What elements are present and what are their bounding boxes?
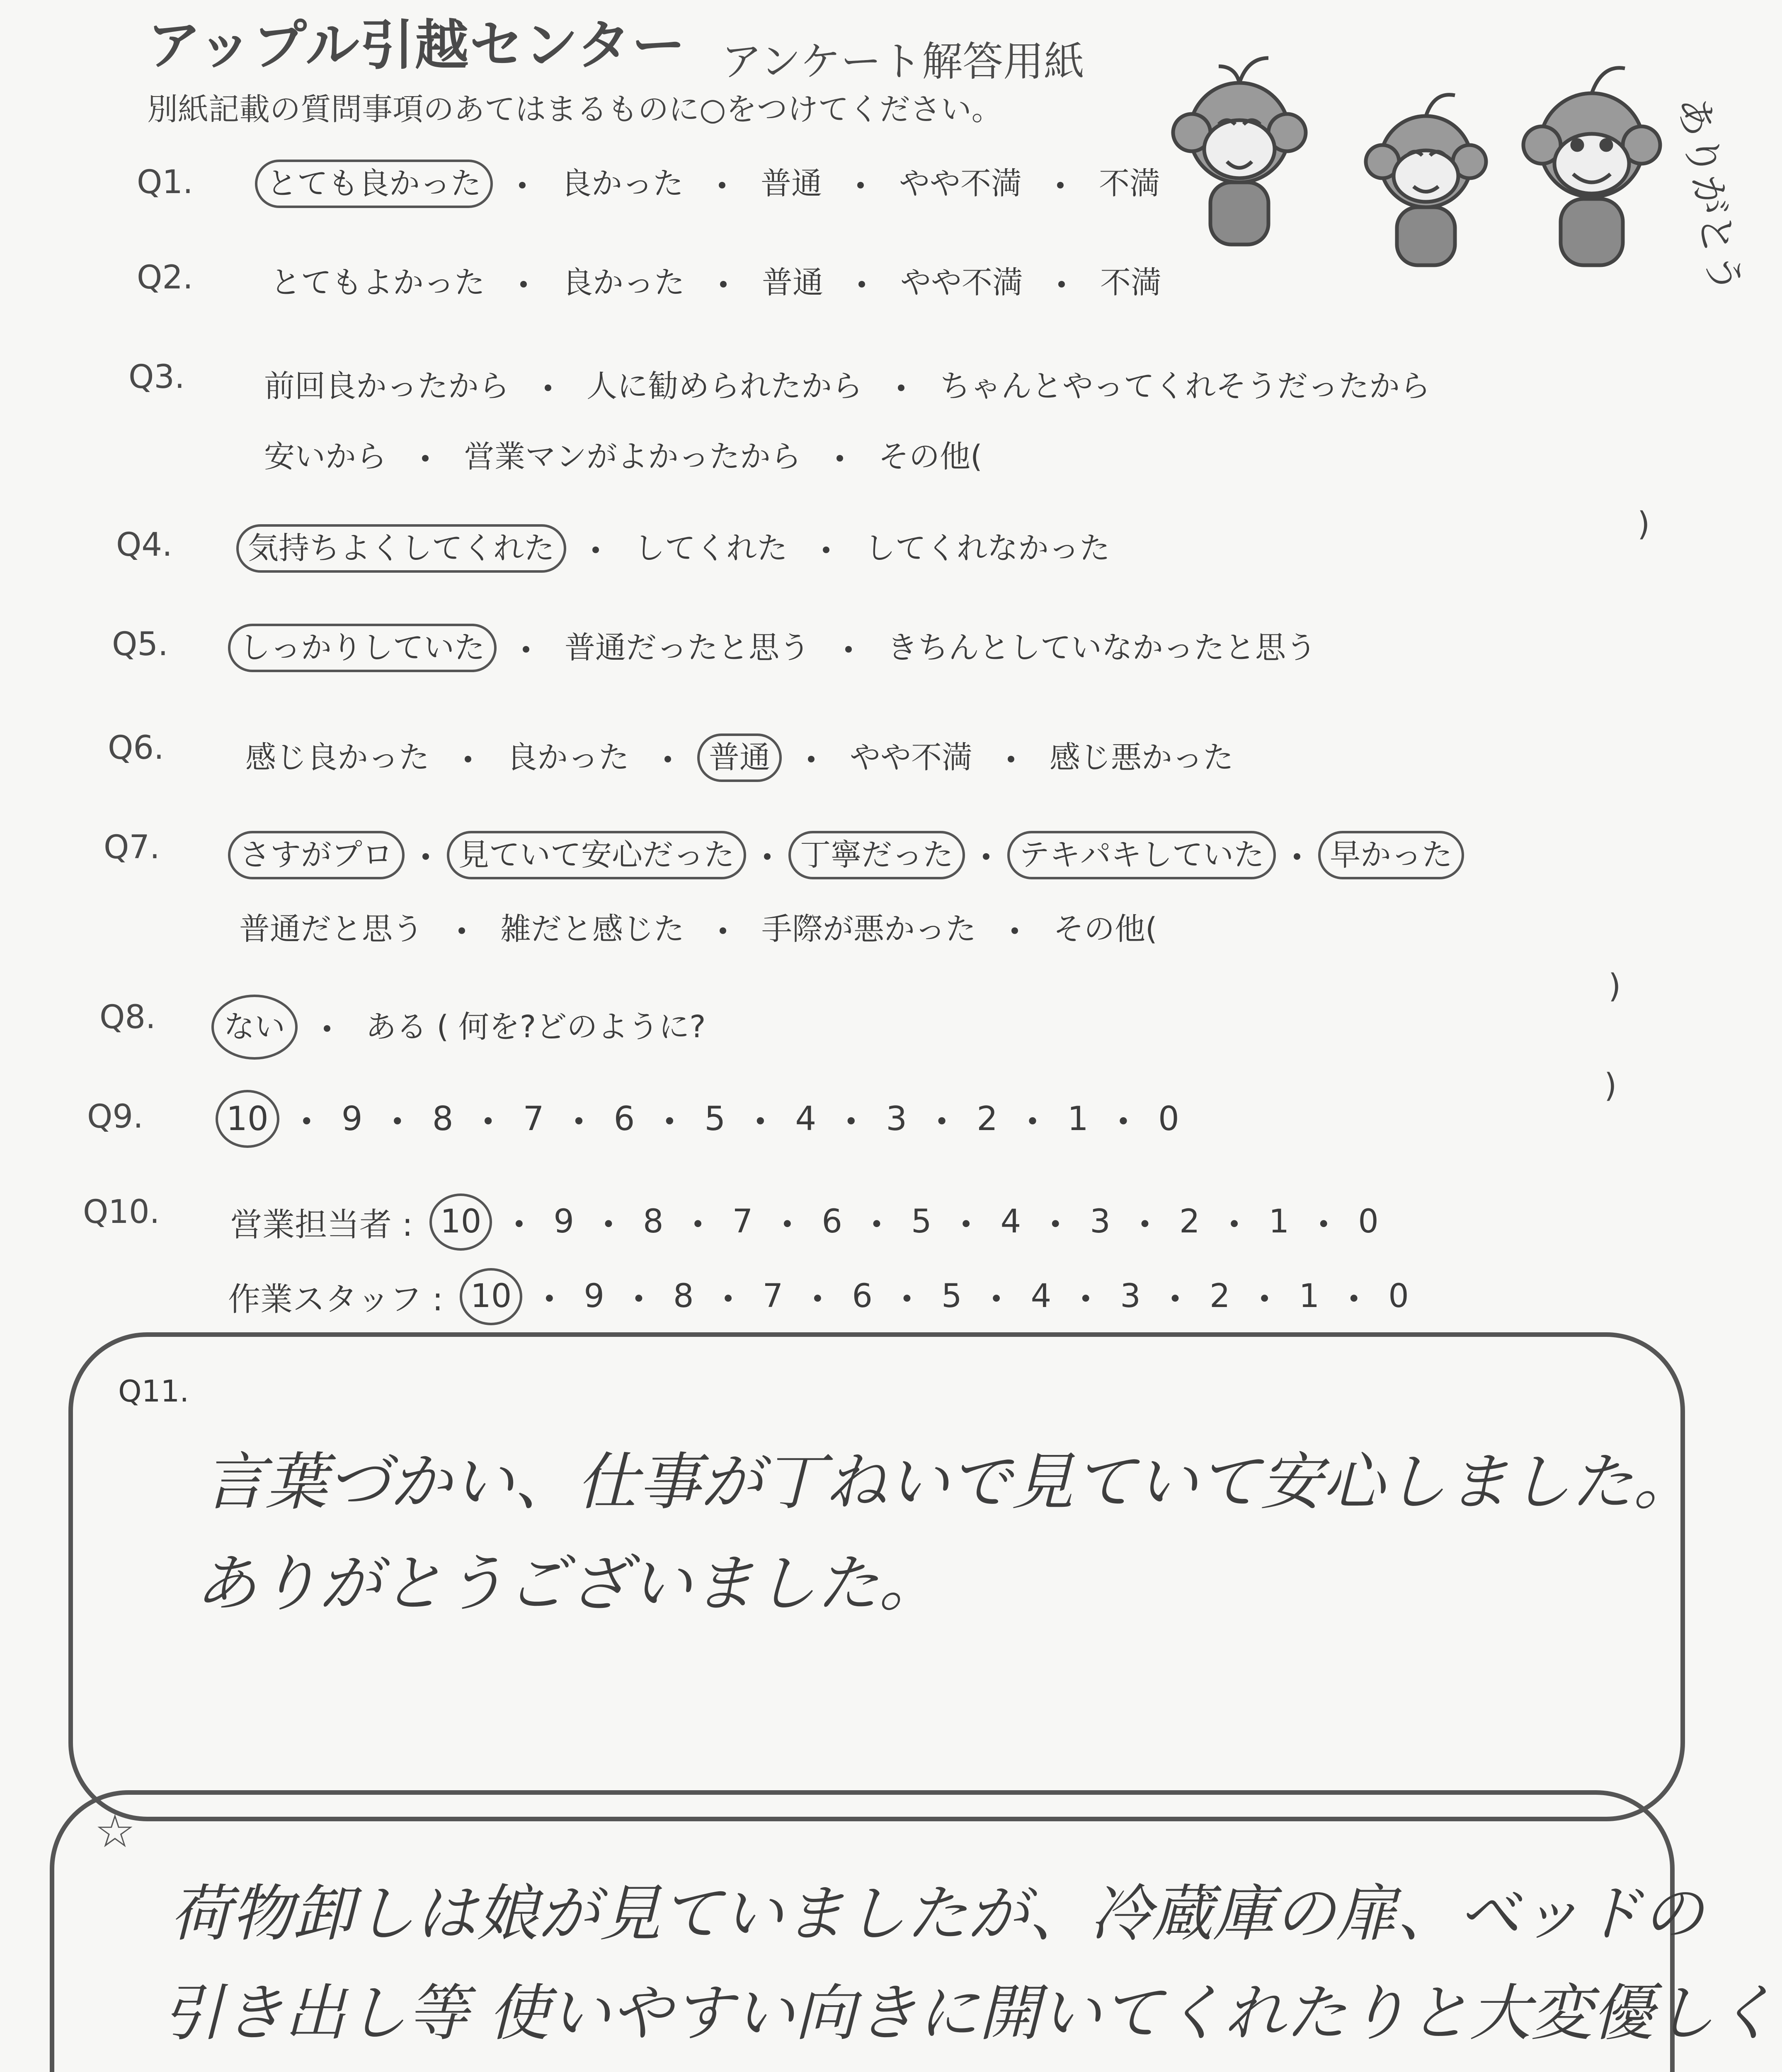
q4-number: Q4. — [116, 526, 172, 564]
q10-sales-label: 営業担当者 : — [230, 1206, 413, 1244]
q9-score[interactable]: 4 — [795, 1099, 817, 1138]
q7-option-selected[interactable]: 見ていて安心だった — [447, 831, 746, 879]
q1-option-selected[interactable]: とても良かった — [255, 160, 493, 208]
q3-close-paren: ) — [1637, 506, 1650, 543]
q6-option[interactable]: やや不満 — [850, 740, 972, 775]
q10-staff-score[interactable]: 7 — [762, 1278, 783, 1315]
q7-option-selected[interactable]: 丁寧だった — [788, 831, 965, 879]
q7-option-selected[interactable]: 早かった — [1318, 831, 1464, 879]
q11-answer-line: ありがとうございました。 — [195, 1548, 941, 1620]
q10-sales-score[interactable]: 3 — [1090, 1203, 1110, 1240]
q9-score[interactable]: 3 — [886, 1099, 907, 1138]
q8-option[interactable]: ある ( 何を?どのように? — [366, 1009, 706, 1045]
q2-option[interactable]: とてもよかった — [270, 265, 485, 301]
q7-option[interactable]: 雑だと感じた — [500, 911, 684, 947]
q1-option[interactable]: 良かった — [561, 166, 684, 201]
q10-sales-score[interactable]: 0 — [1358, 1203, 1379, 1240]
q6-option[interactable]: 良かった — [507, 740, 629, 775]
q9-score-selected[interactable]: 10 — [216, 1090, 279, 1148]
q10-staff-score-selected[interactable]: 10 — [460, 1268, 522, 1325]
q7-options-line2: 普通だと思う ・ 雑だと感じた ・ 手際が悪かった ・ その他( — [230, 908, 1166, 951]
q9-score[interactable]: 7 — [523, 1099, 544, 1138]
q5-number: Q5. — [112, 626, 168, 663]
q10-sales-score[interactable]: 6 — [822, 1203, 842, 1240]
q7-option[interactable]: 普通だと思う — [239, 911, 423, 947]
q2-number: Q2. — [137, 259, 193, 296]
q10-number: Q10. — [83, 1193, 160, 1231]
q10-staff-score[interactable]: 6 — [852, 1278, 873, 1315]
q10-staff-score[interactable]: 3 — [1120, 1278, 1141, 1315]
q8-close-paren: ) — [1604, 1067, 1617, 1104]
q3-option[interactable]: 安いから — [264, 439, 387, 475]
q3-option-other[interactable]: その他( — [878, 439, 982, 475]
q10-staff-score[interactable]: 2 — [1209, 1278, 1230, 1315]
q4-options: 気持ちよくしてくれた ・ してくれた ・ してくれなかった — [236, 524, 1119, 573]
q10-sales-score[interactable]: 5 — [911, 1203, 932, 1240]
q10-sales-score-selected[interactable]: 10 — [429, 1193, 492, 1251]
q9-scale: 10 ・ 9 ・ 8 ・ 7 ・ 6 ・ 5 ・ 4 ・ 3 ・ 2 ・ 1 ・ 0 — [216, 1090, 1187, 1148]
q10-staff-score[interactable]: 5 — [941, 1278, 962, 1315]
q7-number: Q7. — [104, 829, 160, 866]
comment-line: 引き出し等 使いやすい向きに開いてくれたりと大変優しく — [162, 1978, 1777, 2049]
q5-option[interactable]: 普通だったと思う — [565, 630, 810, 666]
q6-option[interactable]: 感じ悪かった — [1050, 740, 1234, 775]
q11-number: Q11. — [118, 1374, 189, 1409]
q9-score[interactable]: 8 — [432, 1099, 453, 1138]
q9-score[interactable]: 9 — [341, 1099, 363, 1138]
q5-option-selected[interactable]: しっかりしていた — [228, 624, 497, 672]
q3-option[interactable]: 営業マンがよかったから — [464, 439, 801, 475]
q2-option[interactable]: 不満 — [1100, 265, 1161, 301]
q10-sales-score[interactable]: 2 — [1179, 1203, 1200, 1240]
q3-number: Q3. — [128, 358, 185, 396]
q10-sales-score[interactable]: 8 — [643, 1203, 664, 1240]
q6-option[interactable]: 感じ良かった — [245, 740, 429, 775]
q9-number: Q9. — [87, 1098, 143, 1135]
q7-options-line1: さすがプロ ・ 見ていて安心だった ・ 丁寧だった ・ テキパキしていた ・ 早かった — [228, 831, 1464, 879]
q2-option[interactable]: 普通 — [762, 265, 823, 301]
q10-staff-label: 作業スタッフ : — [228, 1280, 444, 1318]
q3-option[interactable]: 人に勧められたから — [587, 368, 863, 404]
q10-staff-row: 作業スタッフ : 10 ・ 9 ・ 8 ・ 7 ・ 6 ・ 5 ・ 4 ・ 3 ・ 2 ・ 1 ・ 0 — [228, 1268, 1416, 1325]
q9-score[interactable]: 0 — [1158, 1099, 1179, 1138]
q1-number: Q1. — [137, 164, 193, 201]
q10-sales-score[interactable]: 7 — [732, 1203, 753, 1240]
q1-options: とても良かった ・ 良かった ・ 普通 ・ やや不満 ・ 不満 — [255, 160, 1169, 208]
q4-option[interactable]: してくれなかった — [865, 530, 1110, 566]
q9-score[interactable]: 1 — [1067, 1099, 1089, 1138]
q2-option[interactable]: 良かった — [562, 265, 685, 301]
q5-options: しっかりしていた ・ 普通だったと思う ・ きちんとしていなかったと思う — [228, 624, 1326, 672]
q5-option[interactable]: きちんとしていなかったと思う — [887, 630, 1316, 666]
q7-close-paren: ) — [1608, 968, 1621, 1005]
mascot-caption: ありがとう — [1669, 93, 1750, 297]
q7-option-selected[interactable]: さすがプロ — [228, 831, 405, 879]
q3-options-line1: 前回良かったから ・ 人に勧められたから ・ ちゃんとやってくれそうだったから — [255, 365, 1440, 409]
q1-option[interactable]: 不満 — [1099, 166, 1160, 201]
q3-option[interactable]: ちゃんとやってくれそうだったから — [940, 368, 1430, 404]
q7-option[interactable]: 手際が悪かった — [761, 911, 976, 947]
mascot-illustration — [1152, 50, 1750, 307]
q7-option-selected[interactable]: テキパキしていた — [1007, 831, 1276, 879]
form-title: アップル引越センター — [147, 14, 686, 77]
form-subtitle: アンケート解答用紙 — [721, 38, 1085, 85]
q3-option[interactable]: 前回良かったから — [264, 368, 509, 404]
q10-staff-score[interactable]: 4 — [1030, 1278, 1052, 1315]
q10-staff-score[interactable]: 1 — [1299, 1278, 1320, 1315]
comment-line: 荷物卸しは娘が見ていましたが、冷蔵庫の扉、ベッドの — [170, 1878, 1704, 1949]
q1-option[interactable]: 普通 — [761, 166, 822, 201]
q10-sales-score[interactable]: 1 — [1268, 1203, 1290, 1240]
q10-staff-score[interactable]: 8 — [673, 1278, 694, 1315]
q9-score[interactable]: 5 — [704, 1099, 726, 1138]
q4-option-selected[interactable]: 気持ちよくしてくれた — [236, 524, 566, 573]
q9-score[interactable]: 2 — [977, 1099, 998, 1138]
q7-option-other[interactable]: その他( — [1053, 911, 1157, 947]
form-instruction: 別紙記載の質問事項のあてはまるものに○をつけてください。 — [147, 92, 1002, 127]
q2-options: とてもよかった ・ 良かった ・ 普通 ・ やや不満 ・ 不満 — [261, 261, 1171, 305]
comment-line — [153, 2062, 1621, 2072]
star-icon: ☆ — [95, 1805, 136, 1858]
q10-staff-score[interactable]: 0 — [1388, 1278, 1409, 1315]
q9-score[interactable]: 6 — [613, 1099, 635, 1138]
q11-answer-line: 言葉づかい、仕事が丁ねいで見ていて安心しました。 — [203, 1446, 1696, 1518]
q8-number: Q8. — [99, 999, 156, 1036]
q4-option[interactable]: してくれた — [634, 530, 788, 566]
q1-option[interactable]: やや不満 — [899, 166, 1022, 201]
q3-options-line2: 安いから ・ 営業マンがよかったから ・ その他( — [255, 435, 992, 479]
q6-number: Q6. — [108, 729, 164, 767]
q10-sales-row: 営業担当者 : 10 ・ 9 ・ 8 ・ 7 ・ 6 ・ 5 ・ 4 ・ 3 ・ 2 ・ 1 ・ 0 — [230, 1193, 1386, 1251]
q8-options: ない ・ ある ( 何を?どのように? — [211, 995, 715, 1060]
q10-sales-score[interactable]: 4 — [1000, 1203, 1021, 1240]
q10-sales-score[interactable]: 9 — [553, 1203, 574, 1240]
q6-options: 感じ良かった ・ 良かった ・ 普通 ・ やや不満 ・ 感じ悪かった — [236, 733, 1243, 782]
q6-option-selected[interactable]: 普通 — [697, 733, 782, 782]
q10-staff-score[interactable]: 9 — [584, 1278, 604, 1315]
q8-option-selected[interactable]: ない — [211, 995, 298, 1060]
q2-option[interactable]: やや不満 — [900, 265, 1023, 301]
